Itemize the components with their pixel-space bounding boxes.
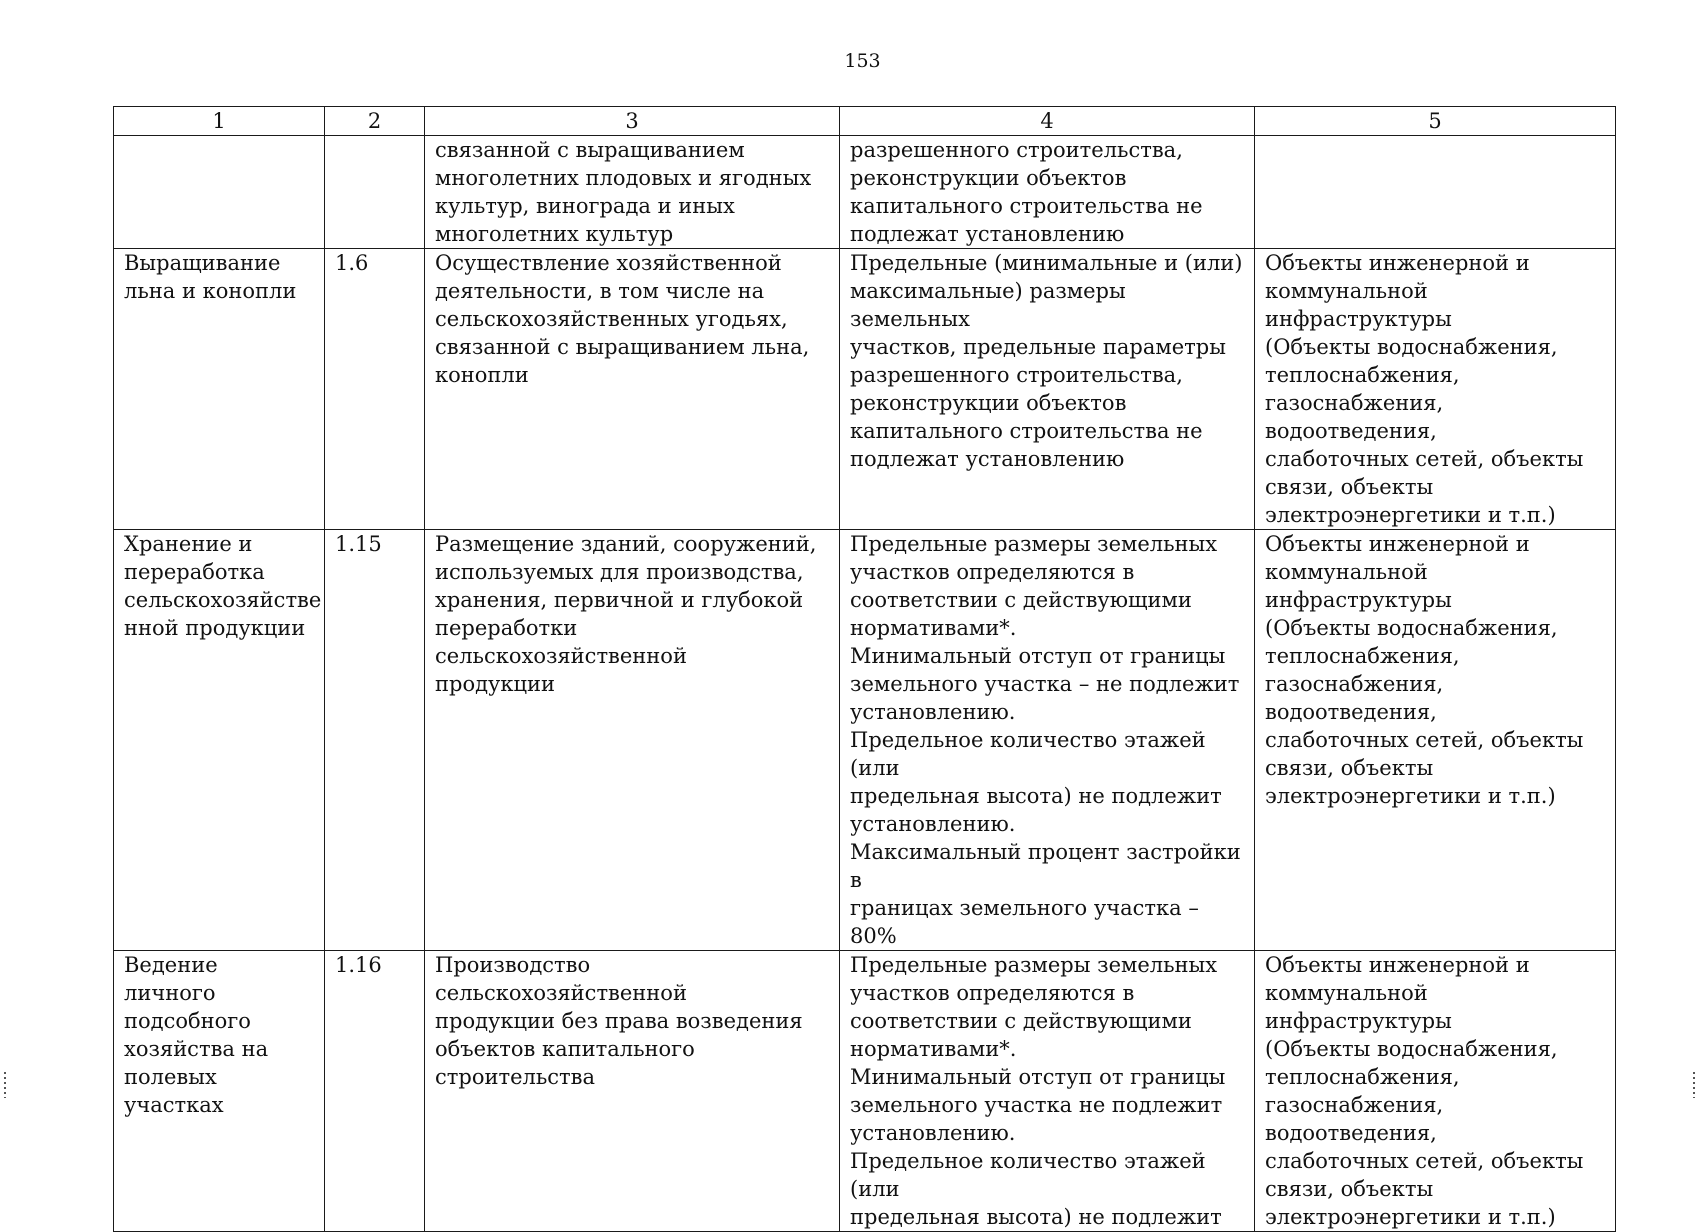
use-name-cell <box>114 530 325 951</box>
use-name-cell <box>114 249 325 530</box>
left-scan-mark <box>4 1072 6 1098</box>
use-code-cell <box>325 530 425 951</box>
use-name: Выращивание льна и конопли <box>124 251 297 303</box>
use-name: Ведение личного подсобного хозяйства на полевых участках <box>124 953 269 1117</box>
right-scan-mark <box>1693 1072 1695 1098</box>
use-description: Осуществление хозяйственной деятельности, в том числе на сельскохозяйственных угодьях, связанной с выращиванием льна, конопли <box>435 251 810 387</box>
building-parameters: Предельные (минимальные и (или) максимальные) размеры земельных участков, предельные параметры разрешенного строительства, реконструкции объектов капитального строительства не подлежат установлению <box>850 251 1243 471</box>
auxiliary-uses: Объекты инженерной и коммунальной инфраструктуры (Объекты водоснабжения, теплоснабжения, газоснабжения, водоотведения, слаботочных сетей, объекты связи, объекты электроэнергетики и т.п.) <box>1265 251 1584 527</box>
auxiliary-cell <box>1255 530 1616 951</box>
use-code: 1.15 <box>335 532 382 556</box>
use-description-cell <box>425 951 840 1232</box>
use-name-cell <box>114 136 325 249</box>
column-header-3: 3 <box>425 107 840 136</box>
use-code-cell <box>325 951 425 1232</box>
use-name-cell <box>114 951 325 1232</box>
parameters-cell <box>840 951 1255 1232</box>
auxiliary-cell <box>1255 136 1616 249</box>
auxiliary-cell <box>1255 951 1616 1232</box>
table-row <box>114 530 1616 951</box>
building-parameters: Предельные размеры земельных участков определяются в соответствии с действующими нормативами*. Минимальный отступ от границы земельного участка не подлежит установлению. Предельное количество этажей (или предельная высота) не подлежит <box>850 953 1226 1229</box>
parameters-cell <box>840 136 1255 249</box>
column-header-4: 4 <box>840 107 1255 136</box>
use-name: Хранение и переработка сельскохозяйстве нной продукции <box>124 532 322 640</box>
use-description-cell <box>425 249 840 530</box>
use-code: 1.16 <box>335 953 382 977</box>
parameters-cell <box>840 530 1255 951</box>
use-description: Производство сельскохозяйственной продукции без права возведения объектов капитального строительства <box>435 953 803 1089</box>
table-row <box>114 249 1616 530</box>
parameters-cell <box>840 249 1255 530</box>
auxiliary-uses: Объекты инженерной и коммунальной инфраструктуры (Объекты водоснабжения, теплоснабжения, газоснабжения, водоотведения, слаботочных сетей, объекты связи, объекты электроэнергетики и т.п.) <box>1265 532 1584 808</box>
auxiliary-cell <box>1255 249 1616 530</box>
table-header-row <box>114 107 1616 136</box>
column-header-5: 5 <box>1255 107 1616 136</box>
page-number: 153 <box>844 50 881 72</box>
building-parameters: разрешенного строительства, реконструкции объектов капитального строительства не подлежат установлению <box>850 138 1203 246</box>
use-description: Размещение зданий, сооружений, используемых для производства, хранения, первичной и глубокой переработки сельскохозяйственной продукции <box>435 532 817 696</box>
auxiliary-uses: Объекты инженерной и коммунальной инфраструктуры (Объекты водоснабжения, теплоснабжения, газоснабжения, водоотведения, слаботочных сетей, объекты связи, объекты электроэнергетики и т.п.) <box>1265 953 1584 1229</box>
use-code-cell <box>325 249 425 530</box>
use-description-cell <box>425 136 840 249</box>
building-parameters: Предельные размеры земельных участков определяются в соответствии с действующими нормативами*. Минимальный отступ от границы земельного участка – не подлежит установлению. Предельное количество этажей (или предельная высота) не подлежит установлению. Максимальный процент застройки в границах земельного участка – 80% <box>850 532 1241 948</box>
use-description-cell <box>425 530 840 951</box>
use-code-cell <box>325 136 425 249</box>
column-header-2: 2 <box>325 107 425 136</box>
column-header-1: 1 <box>114 107 325 136</box>
use-description: связанной с выращиванием многолетних плодовых и ягодных культур, винограда и иных многолетних культур <box>435 138 812 246</box>
table-row <box>114 951 1616 1232</box>
use-code: 1.6 <box>335 251 369 275</box>
zoning-table <box>113 106 1616 1232</box>
table-row <box>114 136 1616 249</box>
